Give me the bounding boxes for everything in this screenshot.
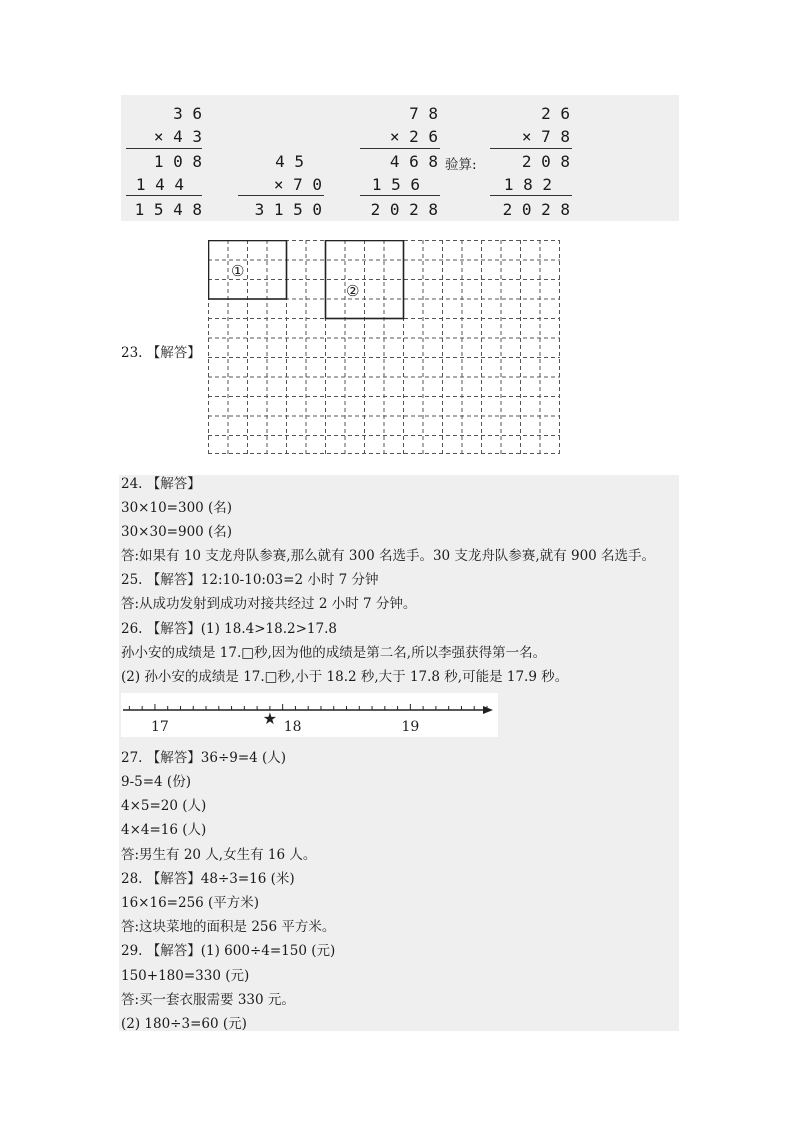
q29-answer: 答:买一套衣服需要 330 元。	[121, 992, 295, 1008]
q28-label: 28. 【解答】48÷3=16 (米)	[121, 871, 295, 887]
q27-step-3: 4×4=16 (人)	[121, 822, 207, 838]
q27-label: 27. 【解答】36÷9=4 (人)	[121, 750, 287, 766]
tick-label-18: 18	[283, 719, 302, 735]
square-2-label: ②	[346, 282, 360, 300]
calc-d-multiplier: × 7 8	[521, 127, 570, 146]
dotted-grid	[208, 240, 562, 456]
calc-b-top: 4 5	[275, 152, 304, 171]
square-1-label: ①	[231, 262, 245, 280]
star-marker: ★	[262, 709, 278, 728]
q24-step-2: 30×30=900 (名)	[121, 524, 233, 540]
calc-d-rule-1	[490, 148, 572, 149]
q28-step-1: 16×16=256 (平方米)	[121, 895, 260, 911]
calc-d-partial-1: 2 0 8	[521, 152, 570, 171]
q23-label: 23. 【解答】	[121, 345, 201, 361]
calc-a-partial-1: 1 0 8	[153, 152, 202, 171]
calc-c-result: 2 0 2 8	[370, 200, 438, 219]
calc-d-top: 2 6	[541, 104, 570, 123]
q26-text-1: 孙小安的成绩是 17.□秒,因为他的成绩是第二名,所以李强获得第一名。	[121, 645, 547, 661]
calc-b-multiplier: × 7 0	[273, 175, 322, 194]
q27-step-2: 4×5=20 (人)	[121, 798, 207, 814]
calc-c-rule-2	[360, 195, 440, 196]
q29-label: 29. 【解答】(1) 600÷4=150 (元)	[121, 943, 336, 959]
calc-d-rule-2	[490, 195, 572, 196]
q24-answer: 答:如果有 10 支龙舟队参赛,那么就有 300 名选手。30 支龙舟队参赛,就有 900 名选手。	[121, 548, 656, 564]
calc-a-rule-1	[126, 148, 202, 149]
q27-answer: 答:男生有 20 人,女生有 16 人。	[121, 847, 317, 863]
q24-step-1: 30×10=300 (名)	[121, 500, 233, 516]
q29-step-1: 150+180=330 (元)	[121, 968, 250, 984]
calc-a-result: 1 5 4 8	[134, 200, 202, 219]
grid-lines	[208, 240, 560, 454]
calc-b-rule	[238, 195, 324, 196]
calc-a-top: 3 6	[173, 104, 202, 123]
calc-c-top: 7 8	[409, 104, 438, 123]
q25-label: 25. 【解答】12:10-10:03=2 小时 7 分钟	[121, 572, 379, 588]
q28-answer: 答:这块菜地的面积是 256 平方米。	[121, 919, 336, 935]
q25-answer: 答:从成功发射到成功对接共经过 2 小时 7 分钟。	[121, 596, 417, 612]
calc-c-partial-2: 1 5 6	[371, 175, 420, 194]
calc-c-multiplier: × 2 6	[389, 127, 438, 146]
tick-label-17: 17	[151, 719, 169, 735]
calc-a-partial-2: 1 4 4	[135, 175, 184, 194]
q29-part-2: (2) 180÷3=60 (元)	[121, 1016, 247, 1032]
check-label: 验算:	[445, 157, 477, 173]
number-line	[121, 693, 498, 737]
tick-label-19: 19	[401, 719, 420, 735]
q27-step-1: 9-5=4 (份)	[121, 774, 191, 790]
calc-c-partial-1: 4 6 8	[389, 152, 438, 171]
calc-b-result: 3 1 5 0	[254, 200, 322, 219]
q26-label: 26. 【解答】(1) 18.4>18.2>17.8	[121, 621, 337, 637]
calc-d-result: 2 0 2 8	[502, 200, 570, 219]
q24-label: 24. 【解答】	[121, 476, 201, 492]
calc-a-multiplier: × 4 3	[153, 127, 202, 146]
calc-c-rule-1	[360, 148, 440, 149]
q26-text-2: (2) 孙小安的成绩是 17.□秒,小于 18.2 秒,大于 17.8 秒,可能是 17.9 秒。	[121, 669, 569, 685]
calc-d-partial-2: 1 8 2	[503, 175, 552, 194]
calc-a-rule-2	[126, 195, 202, 196]
